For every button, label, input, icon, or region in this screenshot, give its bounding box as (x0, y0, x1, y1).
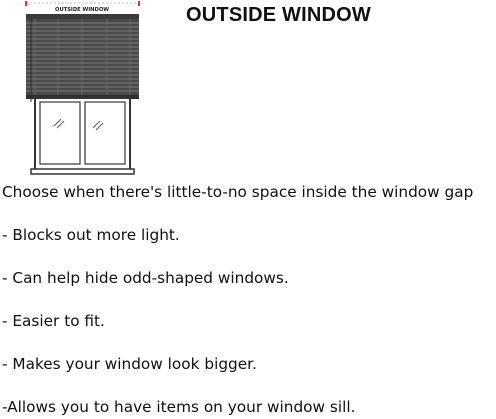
benefit-item: - Makes your window look bigger. (2, 355, 257, 373)
left-window-pane (40, 102, 80, 164)
benefit-item: - Can help hide odd-shaped windows. (2, 269, 289, 287)
window-sill (31, 169, 134, 174)
blind-headrail (26, 14, 139, 19)
right-window-pane (85, 102, 125, 164)
benefit-item: -Allows you to have items on your window sill. (2, 398, 356, 416)
outside-window-blind-illustration (25, 0, 140, 178)
left-end-mark (25, 1, 27, 6)
benefit-item: - Blocks out more light. (2, 226, 180, 244)
right-end-mark (138, 1, 140, 6)
blind-label: OUTSIDE WINDOW (55, 7, 109, 13)
page-title: OUTSIDE WINDOW (186, 4, 372, 26)
benefit-item: - Easier to fit. (2, 312, 105, 330)
blind-diagram (25, 0, 140, 178)
intro-text: Choose when there's little-to-no space inside the window gap (2, 183, 474, 201)
